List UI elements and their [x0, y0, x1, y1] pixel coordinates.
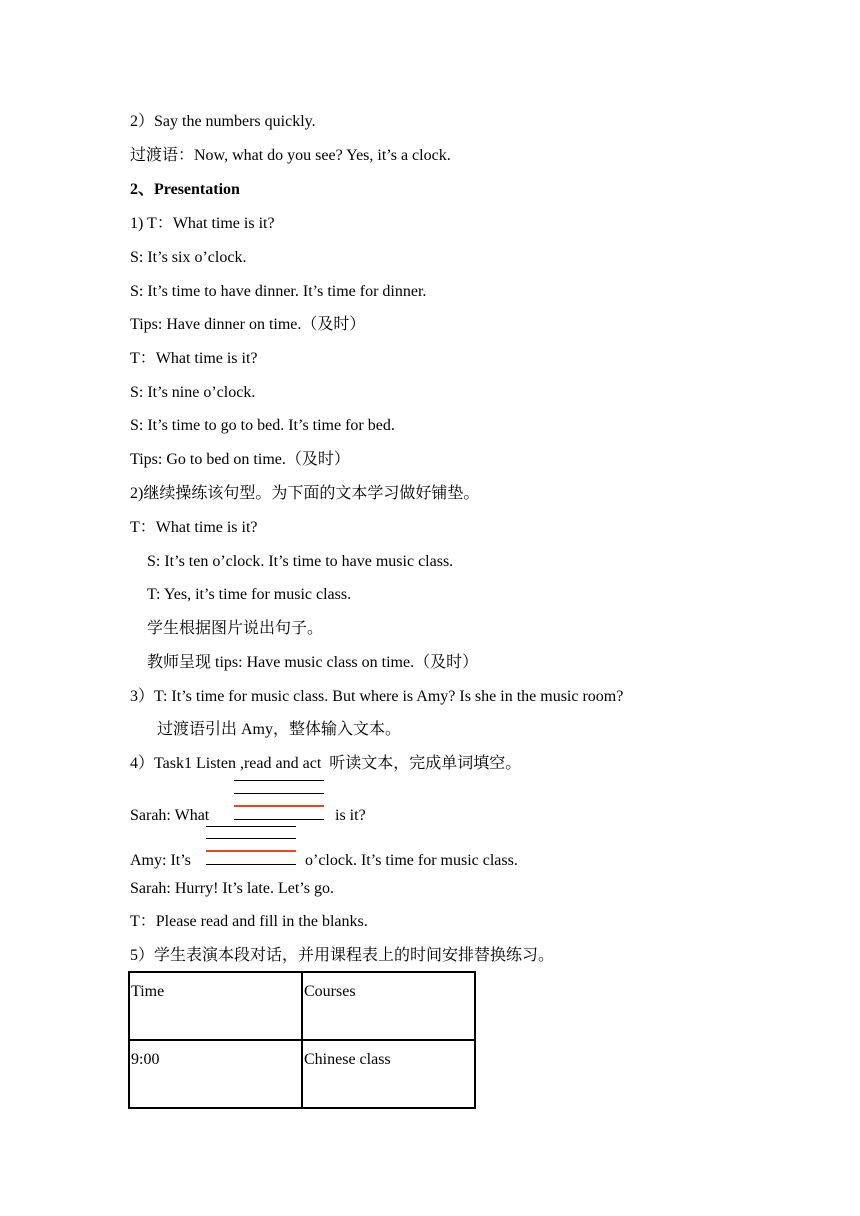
- fill-blank-line: [234, 819, 324, 820]
- text-line: 2）Say the numbers quickly.: [130, 113, 316, 130]
- fill-blank-line: [206, 864, 296, 865]
- text-line: T：What time is it?: [130, 350, 258, 367]
- text-line: T：What time is it?: [130, 519, 258, 536]
- fill-blank-line: [206, 826, 296, 827]
- text-line: 过渡语：Now, what do you see? Yes, it’s a clock.: [130, 147, 451, 164]
- section-heading: 2、Presentation: [130, 181, 240, 198]
- text-line: Tips: Have dinner on time.（及时）: [130, 316, 366, 333]
- text-line: S: It’s ten o’clock. It’s time to have music class.: [147, 553, 454, 570]
- text-line: 过渡语引出 Amy，整体输入文本。: [157, 721, 402, 738]
- dialogue-line-part: is it?: [335, 807, 366, 824]
- text-line: 2)继续操练该句型。为下面的文本学习做好铺垫。: [130, 485, 480, 502]
- text-line: 1) T：What time is it?: [130, 215, 275, 232]
- fill-blank-line-highlight: [206, 850, 296, 852]
- text-line: T: Yes, it’s time for music class.: [147, 586, 352, 603]
- text-line: S: It’s nine o’clock.: [130, 384, 256, 401]
- table-cell: 9:00: [129, 1040, 302, 1108]
- table-row: [129, 1040, 475, 1108]
- fill-blank-line-highlight: [234, 805, 324, 807]
- text-line: T：Please read and fill in the blanks.: [130, 913, 368, 930]
- table-header-cell: Courses: [302, 972, 475, 1040]
- text-line: 学生根据图片说出句子。: [147, 620, 324, 637]
- dialogue-line-part: o’clock. It’s time for music class.: [305, 852, 518, 869]
- table-header-row: [129, 972, 475, 1040]
- dialogue-line-part: Amy: It’s: [130, 852, 191, 869]
- text-line: S: It’s six o’clock.: [130, 249, 247, 266]
- text-line: 5）学生表演本段对话，并用课程表上的时间安排替换练习。: [130, 947, 555, 964]
- fill-blank-line: [234, 780, 324, 781]
- text-line: 教师呈现 tips: Have music class on time.（及时）: [147, 654, 479, 671]
- text-line: Tips: Go to bed on time.（及时）: [130, 451, 350, 468]
- dialogue-line-part: Sarah: What: [130, 807, 210, 824]
- table-header-cell: Time: [129, 972, 302, 1040]
- text-line: S: It’s time to go to bed. It’s time for bed.: [130, 417, 395, 434]
- text-line: 4）Task1 Listen ,read and act 听读文本，完成单词填空。: [130, 755, 522, 772]
- table-cell: Chinese class: [302, 1040, 475, 1108]
- text-line: S: It’s time to have dinner. It’s time for dinner.: [130, 283, 427, 300]
- course-schedule-table: [128, 971, 476, 1109]
- text-line: 3）T: It’s time for music class. But where is Amy? Is she in the music room?: [130, 688, 624, 705]
- text-line: Sarah: Hurry! It’s late. Let’s go.: [130, 880, 334, 897]
- fill-blank-line: [206, 838, 296, 839]
- fill-blank-line: [234, 793, 324, 794]
